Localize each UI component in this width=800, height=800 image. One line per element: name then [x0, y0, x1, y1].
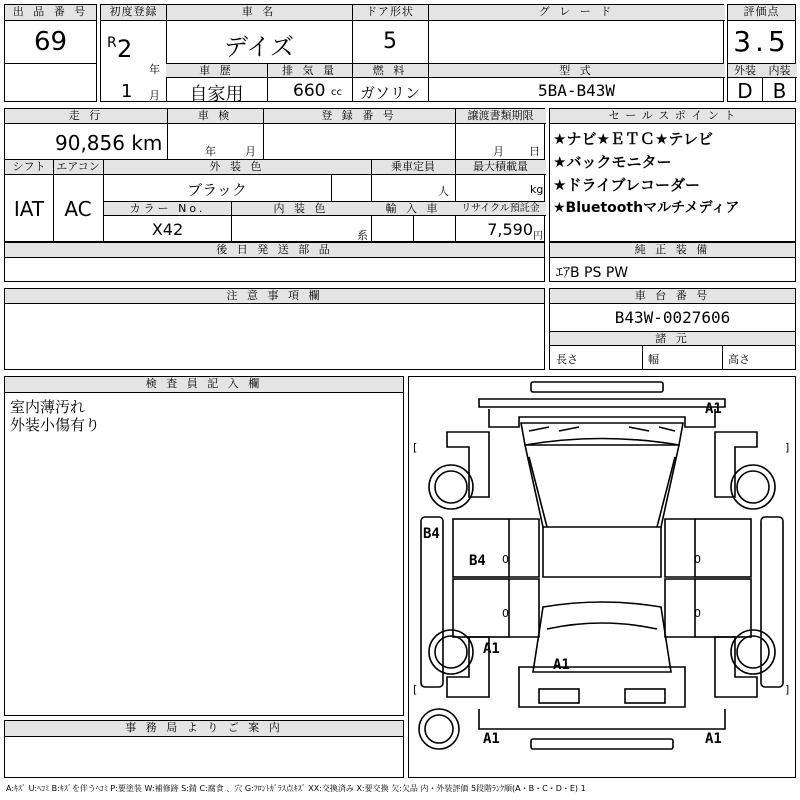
- interior-color-label: 内 装 色: [231, 202, 371, 216]
- width-label: 幅: [648, 353, 659, 366]
- first-reg-month-unit: 月: [149, 89, 160, 102]
- color-no-value: X42: [151, 220, 184, 239]
- fuel-value: ガソリン: [359, 84, 420, 102]
- legend-text: A:ｷｽﾞ U:ﾍｺﾐ B:ｷｽﾞを伴うﾍｺﾐ P:要塗装 W:補修跡 S:錆 C:腐食 、穴 G:ﾌﾛﾝﾄｶﾞﾗｽ点ｷｽﾞ XX:交換済み X:要交換 欠:欠品 内・外装評価 5段階ﾗﾝｸ順(A・B・C・D・E) 1: [6, 784, 586, 793]
- bracket-left-top: [: [413, 441, 418, 454]
- recycle-unit: 円: [533, 231, 543, 242]
- vehicle-info-box: [100, 4, 724, 105]
- zero-mark-3: 0: [694, 553, 701, 566]
- inspector-label: 検 査 員 記 入 欄: [5, 377, 403, 393]
- damage-mark-trunk: A1: [553, 657, 570, 673]
- chassis-label: 車 台 番 号: [550, 289, 795, 304]
- equipment-value: ｴｱB PS PW: [556, 265, 629, 281]
- capacity-unit: 人: [438, 185, 449, 198]
- damage-mark-rear-right: A1: [705, 731, 722, 747]
- bracket-left-bottom: [: [413, 683, 418, 696]
- history-label: 車 歴: [166, 64, 267, 78]
- bracket-right-top: ]: [785, 441, 790, 454]
- color-no-label: カラー No.: [104, 202, 231, 216]
- spec-label: 諸 元: [550, 332, 795, 346]
- notes-box: [4, 288, 545, 370]
- damage-mark-left-door: B4: [469, 553, 486, 569]
- notes-label: 注 意 事 項 欄: [5, 289, 544, 304]
- mileage-label: 走 行: [5, 109, 167, 124]
- first-reg-year-unit: 年: [149, 63, 160, 76]
- score-box: [727, 4, 796, 102]
- grade-label: グ レ ー ド: [428, 5, 725, 21]
- lot-number-label: 出 品 番 号: [5, 5, 96, 21]
- selling-point-1: ★ナビ★ＥＴＣ★テレビ: [553, 130, 714, 148]
- first-reg-month: 1: [121, 81, 133, 102]
- later-parts-box: [4, 242, 545, 282]
- exterior-label: 外装: [728, 64, 762, 78]
- lot-number-box: [4, 4, 97, 102]
- length-label: 長さ: [556, 353, 578, 366]
- recycle-deposit-label: リサイクル預託金: [455, 202, 546, 216]
- reg-number-label: 登 録 番 号: [263, 109, 455, 124]
- capacity-label: 乗車定員: [371, 160, 455, 175]
- mileage-value: 90,856 km: [55, 131, 163, 155]
- transfer-month-unit: 月: [493, 145, 504, 158]
- car-diagram: [409, 377, 795, 777]
- recycle-value: 7,590: [487, 220, 533, 239]
- car-name: デイズ: [223, 33, 295, 61]
- transfer-day-unit: 日: [529, 145, 540, 158]
- lot-number: 69: [33, 27, 68, 57]
- history-value: 自家用: [189, 84, 244, 105]
- damage-mark-left-rear: A1: [483, 641, 500, 657]
- door-value: 5: [383, 29, 397, 54]
- damage-mark-rear-left: A1: [483, 731, 500, 747]
- score-label: 評価点: [728, 5, 795, 21]
- selling-points-label: セ ー ル ス ポ イ ン ト: [550, 109, 795, 124]
- shift-label: シフト: [5, 160, 53, 175]
- inspection-month-unit: 月: [245, 145, 256, 158]
- max-load-label: 最大積載量: [455, 160, 546, 175]
- selling-point-4: ★Bluetoothマルチメディア: [553, 200, 740, 216]
- fuel-label: 燃 料: [352, 64, 428, 78]
- zero-mark-2: 0: [502, 607, 509, 620]
- exterior-color-label: 外 装 色: [103, 160, 371, 175]
- import-label: 輸 入 車: [371, 202, 455, 216]
- score-value: 3.5: [733, 25, 790, 58]
- displacement-unit: cc: [331, 87, 342, 98]
- exterior-grade: D: [737, 79, 753, 103]
- inspection-label: 車 検: [167, 109, 263, 124]
- damage-mark-front-right: A1: [705, 401, 722, 417]
- details-box: [4, 108, 545, 242]
- later-parts-label: 後 日 発 送 部 品: [5, 243, 544, 258]
- interior-color-unit: 系: [357, 229, 368, 242]
- first-reg-label: 初度登録: [101, 5, 166, 21]
- chassis-box: [549, 288, 796, 370]
- door-label: ドア形状: [352, 5, 428, 21]
- displacement-label: 排 気 量: [267, 64, 352, 78]
- inspector-box: [4, 376, 404, 716]
- zero-mark-1: 0: [502, 553, 509, 566]
- damage-mark-left-side: B4: [423, 526, 440, 542]
- inspector-note-1: 室内薄汚れ: [10, 398, 86, 416]
- ac-label: エアコン: [53, 160, 103, 175]
- interior-label: 内装: [762, 64, 797, 78]
- ac-value: AC: [64, 197, 92, 221]
- selling-points-box: [549, 108, 796, 242]
- first-reg-year: 2: [117, 35, 133, 63]
- inspector-note-2: 外装小傷有り: [10, 416, 101, 434]
- model-label: 型 式: [428, 64, 725, 78]
- shift-value: IAT: [13, 197, 45, 221]
- exterior-color-value: ブラック: [187, 181, 247, 199]
- inspection-year-unit: 年: [205, 145, 216, 158]
- equipment-box: [549, 242, 796, 282]
- office-box: [4, 720, 404, 778]
- selling-point-3: ★ドライブレコーダー: [553, 176, 700, 194]
- office-label: 事 務 局 よ り ご 案 内: [5, 721, 403, 737]
- car-name-label: 車 名: [166, 5, 352, 21]
- era-label: R: [107, 35, 117, 51]
- bracket-right-bottom: ]: [785, 683, 790, 696]
- height-label: 高さ: [728, 353, 750, 366]
- interior-grade: B: [772, 79, 787, 103]
- zero-mark-4: 0: [694, 607, 701, 620]
- selling-point-2: ★バックモニター: [553, 153, 672, 171]
- max-load-unit: kg: [530, 183, 544, 196]
- damage-diagram-box: [408, 376, 796, 778]
- equipment-label: 純 正 装 備: [550, 243, 795, 258]
- chassis-number: B43W-0027606: [614, 308, 731, 327]
- transfer-deadline-label: 譲渡書類期限: [455, 109, 546, 124]
- model-value: 5BA-B43W: [537, 81, 616, 100]
- displacement-value: 660: [293, 81, 326, 101]
